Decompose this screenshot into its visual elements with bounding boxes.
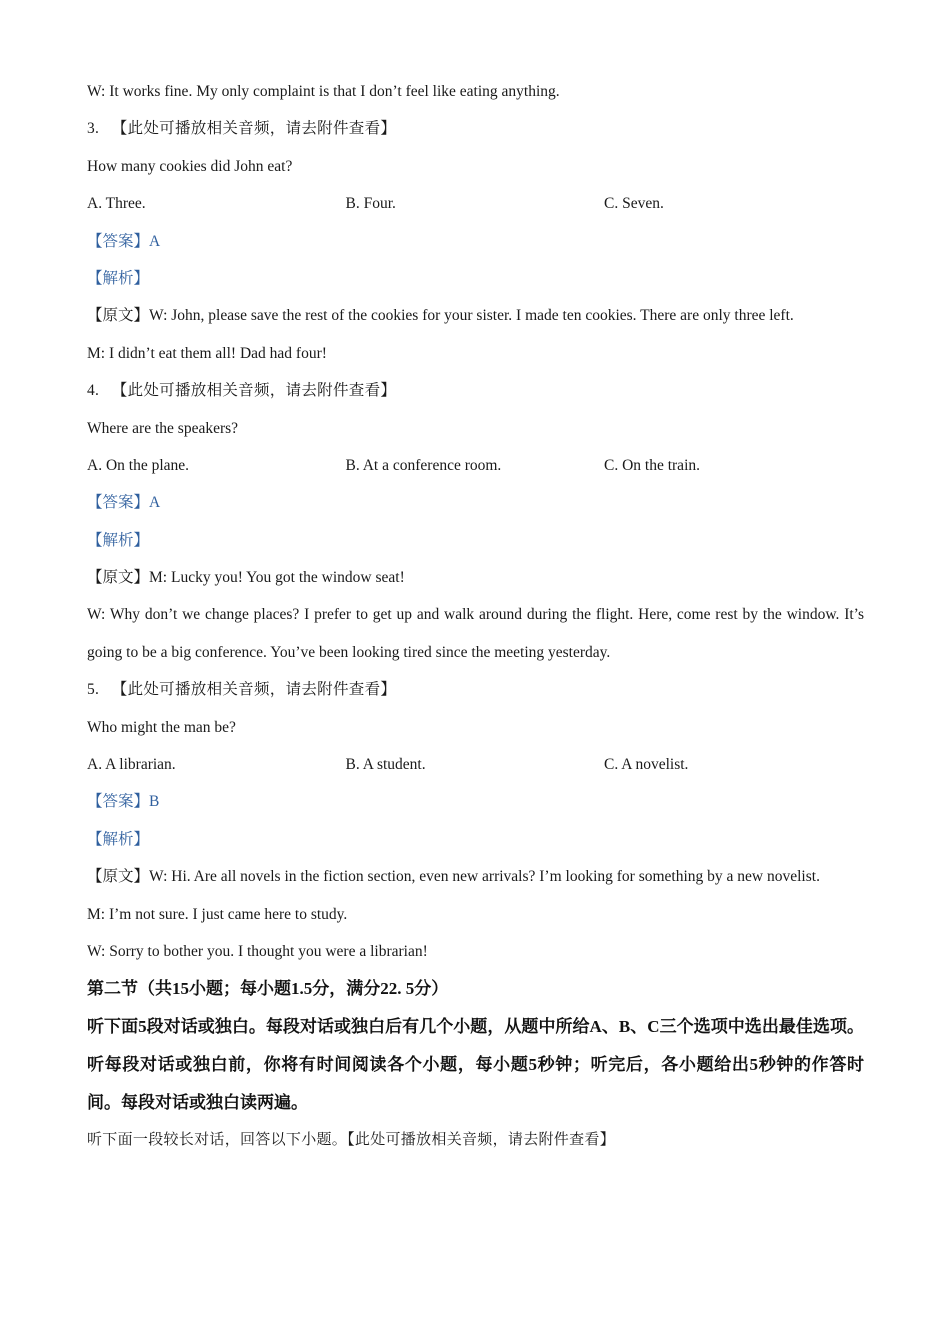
option-a: A. A librarian. (87, 756, 176, 774)
original-label: 【原文】 (87, 868, 150, 886)
question-4-header (87, 372, 864, 409)
audio-note: 【此处可播放相关音频，请去附件查看】 (111, 382, 397, 400)
answer-label: 【答案】 (87, 793, 150, 811)
option-b: B. At a conference room. (345, 456, 502, 474)
option-c: C. A novelist. (604, 756, 689, 774)
question-number: 5. (87, 681, 100, 699)
original-paragraph (87, 858, 864, 895)
original-line (87, 559, 864, 596)
answer-label: 【答案】 (87, 494, 150, 512)
question-5-options (87, 746, 864, 783)
answer-line (87, 783, 864, 820)
section-intro: 听下面一段较长对话，回答以下小题。【此处可播放相关音频，请去附件查看】 (87, 1131, 616, 1148)
option-c: C. Seven. (604, 195, 664, 213)
question-5-text: Who might the man be? (87, 718, 236, 736)
dialogue-line: M: I’m not sure. I just came here to study. (87, 905, 348, 923)
audio-note: 【此处可播放相关音频，请去附件查看】 (111, 120, 397, 138)
option-b: B. A student. (345, 756, 426, 774)
question-number: 4. (87, 382, 100, 400)
analysis-label: 【解析】 (87, 830, 150, 848)
option-a: A. Three. (87, 195, 146, 213)
answer-value: A (149, 494, 161, 512)
original-text: W: John, please save the rest of the cookies for your sister. I made ten cookies. There are only three left. (149, 307, 794, 325)
question-3-header (87, 110, 864, 147)
question-number: 3. (87, 120, 100, 138)
original-label: 【原文】 (87, 307, 150, 325)
dialogue-paragraph: W: Why don’t we change places? I prefer to get up and walk around during the flight. Here, come rest by the window. It’s going to be a big conference. You’ve been looking tired since the meeting yesterday. (87, 606, 864, 661)
dialogue-line: W: It works fine. My only complaint is that I don’t feel like eating anything. (87, 83, 560, 100)
answer-label: 【答案】 (87, 232, 150, 250)
dialogue-line: W: Sorry to bother you. I thought you were a librarian! (87, 943, 428, 961)
dialogue-line: M: I didn’t eat them all! Dad had four! (87, 344, 327, 362)
original-line (87, 297, 864, 334)
question-3-options (87, 185, 864, 222)
question-4-options (87, 447, 864, 484)
document-page (87, 73, 864, 1159)
section-instructions: 听下面5段对话或独白。每段对话或独白后有几个小题，从题中所给A、B、C三个选项中选出最佳选项。听每段对话或独白前，你将有时间阅读各个小题，每小题5秒钟；听完后，各小题给出5秒钟的作答时间。每段对话或独白读两遍。 (87, 1016, 864, 1112)
answer-value: A (149, 232, 161, 250)
audio-note: 【此处可播放相关音频，请去附件查看】 (111, 681, 397, 699)
option-a: A. On the plane. (87, 456, 190, 474)
answer-line (87, 223, 864, 260)
question-5-header (87, 671, 864, 708)
answer-value: B (149, 793, 160, 811)
original-text: W: Hi. Are all novels in the fiction section, even new arrivals? I’m looking for something by a new novelist. (149, 868, 820, 886)
section-heading: 第二节（共15小题；每小题1.5分，满分22. 5分） (87, 979, 449, 999)
original-text: M: Lucky you! You got the window seat! (149, 569, 405, 587)
question-4-text: Where are the speakers? (87, 419, 239, 437)
original-label: 【原文】 (87, 569, 150, 587)
answer-line (87, 484, 864, 521)
option-c: C. On the train. (604, 456, 700, 474)
analysis-label: 【解析】 (87, 531, 150, 549)
question-3-text: How many cookies did John eat? (87, 157, 293, 175)
option-b: B. Four. (345, 195, 396, 213)
analysis-label: 【解析】 (87, 269, 150, 287)
